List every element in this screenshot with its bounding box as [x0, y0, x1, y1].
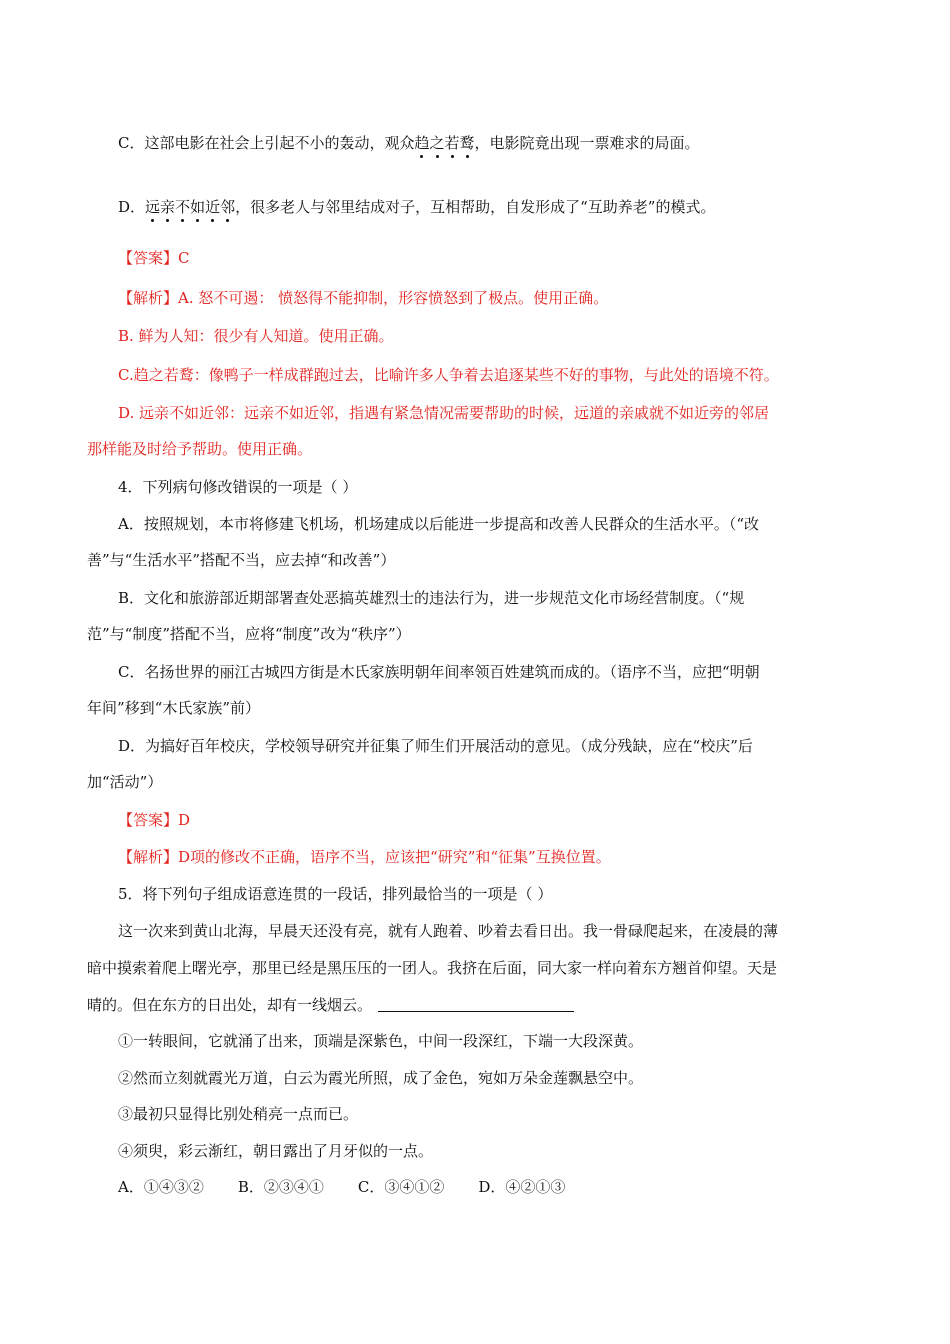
q5-sentence-4: ④须臾，彩云渐红，朝日露出了月牙似的一点。	[118, 1142, 434, 1160]
q4-option-b: B．文化和旅游部近期部署查处恶搞英雄烈士的违法行为，进一步规范文化市场经营制度。（“规	[118, 589, 745, 607]
q4-option-c-cont: 年间”移到“木氏家族”前）	[87, 699, 261, 717]
emphasized-char: 不	[175, 198, 191, 216]
q5-sentence-2: ②然而立刻就霞光万道，白云为霞光所照，成了金色，宛如万朵金莲飘悬空中。	[118, 1069, 644, 1087]
q5-passage-line-3	[87, 995, 574, 1015]
q5-passage-line-3-text: 晴的。但在东方的日出处，却有一线烟云。	[87, 996, 373, 1014]
q3-answer: 【答案】C	[118, 249, 190, 267]
q5-option-a: A．①④③②	[118, 1178, 204, 1196]
q4-option-a: A．按照规划，本市将修建飞机场，机场建成以后能进一步提高和改善人民群众的生活水平。（“改	[118, 515, 760, 533]
emphasized-char: 如	[190, 198, 206, 216]
q3-analysis-c: C.趋之若鹜：像鸭子一样成群跑过去，比喻许多人争着去追逐某些不好的事物，与此处的语境不符。	[118, 366, 779, 384]
emphasized-char: 远	[145, 198, 161, 216]
q3-option-c-text-end: ，电影院竟出现一票难求的局面。	[474, 134, 700, 152]
q4-option-c: C．名扬世界的丽江古城四方街是木氏家族明朝年间率领百姓建筑而成的。（语序不当，应把“明朝	[118, 663, 760, 681]
q4-option-b-cont: 范”与“制度”搭配不当，应将“制度”改为“秩序”）	[87, 625, 411, 643]
q3-analysis-b: B. 鲜为人知：很少有人知道。使用正确。	[118, 327, 394, 345]
q5-stem: 5．将下列句子组成语意连贯的一段话，排列最恰当的一项是（ ）	[118, 885, 553, 903]
q5-option-c: C．③④①②	[357, 1178, 445, 1196]
emphasized-char: 近	[205, 198, 221, 216]
emphasized-char: 之	[429, 134, 445, 152]
q3-option-d	[118, 197, 715, 217]
emphasized-char: 趋	[414, 134, 430, 152]
q5-option-d: D．④②①③	[478, 1178, 566, 1196]
q3-analysis-d-cont: 那样能及时给予帮助。使用正确。	[87, 440, 313, 458]
q3-option-c	[118, 133, 700, 153]
q4-option-a-cont: 善”与“生活水平”搭配不当，应去掉“和改善”）	[87, 551, 396, 569]
q3-analysis-d: D. 远亲不如近邻：远亲不如近邻，指遇有紧急情况需要帮助的时候，远道的亲戚就不如近旁的邻居	[118, 404, 770, 422]
q5-options	[118, 1177, 565, 1197]
q3-option-d-label: D．	[118, 198, 146, 216]
q4-stem: 4．下列病句修改错误的一项是（ ）	[118, 478, 358, 496]
q4-answer: 【答案】D	[118, 811, 191, 829]
answer-blank	[378, 1011, 574, 1012]
q5-passage-line-1: 这一次来到黄山北海，早晨天还没有亮，就有人跑着、吵着去看日出。我一骨碌爬起来，在凌晨的薄	[118, 922, 779, 940]
emphasized-char: 亲	[160, 198, 176, 216]
q5-passage-line-2: 暗中摸索着爬上曙光亭，那里已经是黑压压的一团人。我挤在后面，同大家一样向着东方翘首仰望。天是	[87, 959, 778, 977]
q4-option-d: D．为搞好百年校庆，学校领导研究并征集了师生们开展活动的意见。（成分残缺，应在“校庆”后	[118, 737, 753, 755]
q3-option-c-text: C．这部电影在社会上引起不小的轰动，观众	[118, 134, 415, 152]
emphasized-char: 邻	[220, 198, 236, 216]
q5-sentence-3: ③最初只显得比别处稍亮一点而已。	[118, 1105, 359, 1123]
emphasized-char: 若	[444, 134, 460, 152]
q4-analysis: 【解析】D项的修改不正确，语序不当，应该把“研究”和“征集”互换位置。	[118, 848, 611, 866]
emphasized-char: 鹜	[459, 134, 475, 152]
q5-sentence-1: ①一转眼间，它就涌了出来，顶端是深紫色，中间一段深红，下端一大段深黄。	[118, 1032, 644, 1050]
q4-option-d-cont: 加“活动”）	[87, 773, 163, 791]
q5-option-b: B．②③④①	[237, 1178, 324, 1196]
q3-analysis-a: 【解析】A. 怒不可遏： 愤怒得不能抑制，形容愤怒到了极点。使用正确。	[118, 289, 609, 307]
q3-option-d-text: ，很多老人与邻里结成对子，互相帮助，自发形成了“互助养老”的模式。	[235, 198, 716, 216]
